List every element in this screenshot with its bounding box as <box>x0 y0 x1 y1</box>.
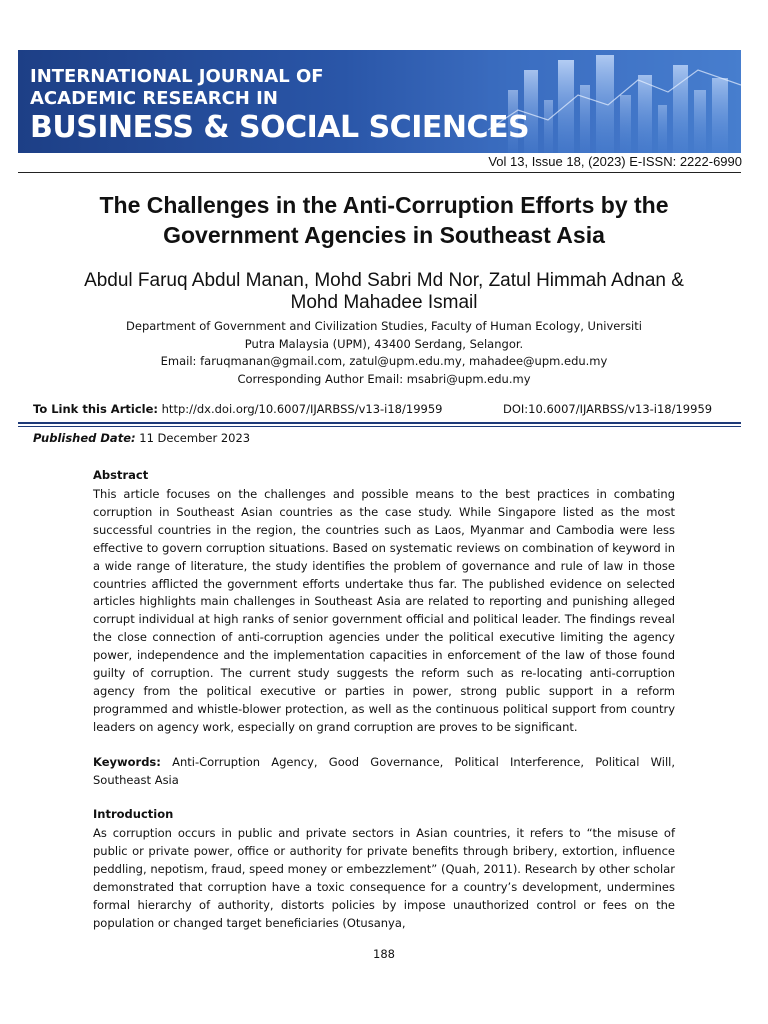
journal-banner <box>18 50 741 153</box>
header-divider <box>18 172 741 173</box>
link-label: To Link this Article: <box>33 402 158 416</box>
article-link[interactable]: http://dx.doi.org/10.6007/IJARBSS/v13-i18/19959 <box>161 402 443 416</box>
doi-text: DOI:10.6007/IJARBSS/v13-i18/19959 <box>503 402 713 416</box>
abstract-heading: Abstract <box>93 468 149 482</box>
affiliation-line2: Putra Malaysia (UPM), 43400 Serdang, Selangor. <box>244 336 524 351</box>
journal-name-line2: ACADEMIC RESEARCH IN <box>30 88 278 109</box>
abstract-text: This article focuses on the challenges and possible means to the best practices in combating corruption in Southeast Asian countries as the case study. While Singapore listed as the most successful countries in the region, the countries such as Laos, Myanmar and Cambodia were less effective to govern corruption situations. Based on systematic reviews on combination of keyword in a wide range of literature, the study identifies the problem of governance and rule of law in those countries afflicted the government efforts undertake thus far. The published evidence on selected articles highlights main challenges in Southeast Asia are related to reporting and punishing alleged corrupt individual at high ranks of senior government official and political leader. The findings reveal the close connection of anti-corruption agencies under the political executive limiting the agency power, independence and the implementation capacities in enforcement of the law of those found guilty of corruption. The current study suggests the reform such as re-locating anti-corruption agency from the political executive or parties in power, strong public support in a reform programmed and whistle-blower protection, as well as the continuous political support from country leaders on agency work, especially on grand corruption are proves to be significant. <box>93 487 675 734</box>
article-link-row <box>33 402 743 416</box>
article-authors: Abdul Faruq Abdul Manan, Mohd Sabri Md Nor, Zatul Himmah Adnan & Mohd Mahadee Ismail <box>84 270 684 313</box>
keywords-paragraph <box>93 754 675 790</box>
link-divider-thin <box>18 426 741 427</box>
affiliation-block <box>90 318 678 388</box>
page-number: 188 <box>373 947 395 961</box>
published-date-row <box>33 431 250 445</box>
corresponding-email: Corresponding Author Email: msabri@upm.edu.my <box>237 371 531 386</box>
introduction-text: As corruption occurs in public and private sectors in Asian countries, it refers to “the misuse of public or private power, office or authority for private benefits through bribery, extortion, influence peddling, nepotism, fraud, speed money or embezzlement” (Quah, 2011). Research by other scholar demonstrated that corruption have a toxic consequence for a country’s development, undermines formal hierarchy of authority, distorts policies by impose unauthorized control or fees on the population or changed target beneficiaries (Otusanya, <box>93 826 675 930</box>
article-title: The Challenges in the Anti-Corruption Efforts by the Government Agencies in Southeast Asia <box>99 192 669 248</box>
journal-name-line3: BUSINESS & SOCIAL SCIENCES <box>30 110 530 145</box>
published-date: 11 December 2023 <box>139 431 251 445</box>
keywords-list: Anti-Corruption Agency, Good Governance, Political Interference, Political Will, Southeast Asia <box>93 755 675 787</box>
introduction-heading: Introduction <box>93 807 174 821</box>
published-label: Published Date: <box>33 431 136 445</box>
author-emails: Email: faruqmanan@gmail.com, zatul@upm.edu.my, mahadee@upm.edu.my <box>160 354 608 368</box>
issue-info: Vol 13, Issue 18, (2023) E-ISSN: 2222-6990 <box>488 154 742 169</box>
link-divider-thick <box>18 422 741 424</box>
keywords-label: Keywords: <box>93 755 161 769</box>
journal-name-line1: INTERNATIONAL JOURNAL OF <box>30 66 324 87</box>
affiliation-line1: Department of Government and Civilization Studies, Faculty of Human Ecology, Universiti <box>126 319 642 333</box>
